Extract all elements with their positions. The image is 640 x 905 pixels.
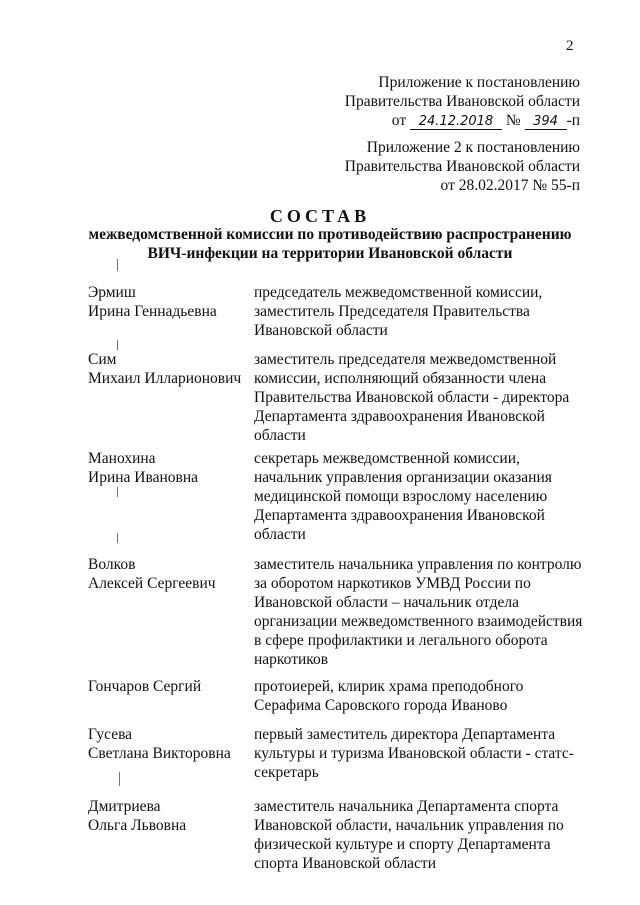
member-name: Гончаров Сергий [88,678,202,695]
annex-date-line [345,111,580,130]
scan-mark [117,340,118,350]
member-name: Волков Алексей Сергеевич [88,556,216,592]
scan-mark [117,533,118,543]
member-name: Дмитриева Ольга Львовна [88,798,187,834]
annex2-line-1: Приложение 2 к постановлению [366,139,580,156]
annex2-line-3: от 28.02.2017 № 55-п [440,177,580,194]
member-role: протоиерей, клирик храма преподобного Серафима Саровского города Иваново [254,678,524,714]
annex-2-header [345,138,580,195]
member-role: заместитель начальника управления по контролю за оборотом наркотиков УМВД России по Ивановской области – начальник отдела организации межведомственного взаимодействия в сфере профилактики и легального оборота наркотиков [254,556,583,668]
member-role: председатель межведомственной комиссии, заместитель Председателя Правительства Ивановской области [254,284,543,339]
member-name: Эрмиш Ирина Геннадьевна [88,284,217,320]
document-title: СОСТАВ [269,206,371,226]
handwritten-date: 24.12.2018 [410,115,502,130]
annex-header [345,73,580,130]
subtitle-line-2: ВИЧ-инфекции на территории Ивановской области [147,245,513,262]
page-number: 2 [566,38,574,54]
from-prefix: от [391,112,407,129]
annex-line-1: Приложение к постановлению [378,74,580,91]
member-role: заместитель начальника Департамента спорта Ивановской области, начальник управления по физической культуре и спорту Департамента спорта Ивановской области [254,798,564,872]
number-suffix: -п [566,112,580,129]
member-role: секретарь межведомственной комиссии, начальник управления организации оказания медицинской помощи взрослому населению Департамента здравоохранения Ивановской области [254,450,552,543]
member-role: заместитель председателя межведомственной комиссии, исполняющий обязанности члена Правительства Ивановской области - директора Департамента здравоохранения Ивановской области [254,351,570,444]
member-name: Сим Михаил Илларионович [88,351,242,387]
member-name: Манохина Ирина Ивановна [88,450,199,486]
member-role: первый заместитель директора Департамента культуры и туризма Ивановской области - статс- секретарь [254,726,574,781]
member-name: Гусева Светлана Викторовна [88,726,231,762]
document-subtitle [60,225,600,263]
number-sign: № [505,112,521,129]
subtitle-line-1: межведомственной комиссии по противодействию распространению [88,226,572,243]
annex-line-2: Правительства Ивановской области [344,93,580,110]
scan-mark [119,772,120,786]
scan-mark [117,487,118,497]
annex2-line-2: Правительства Ивановской области [344,158,580,175]
scan-mark [117,259,118,271]
handwritten-number: 394 [525,115,567,130]
